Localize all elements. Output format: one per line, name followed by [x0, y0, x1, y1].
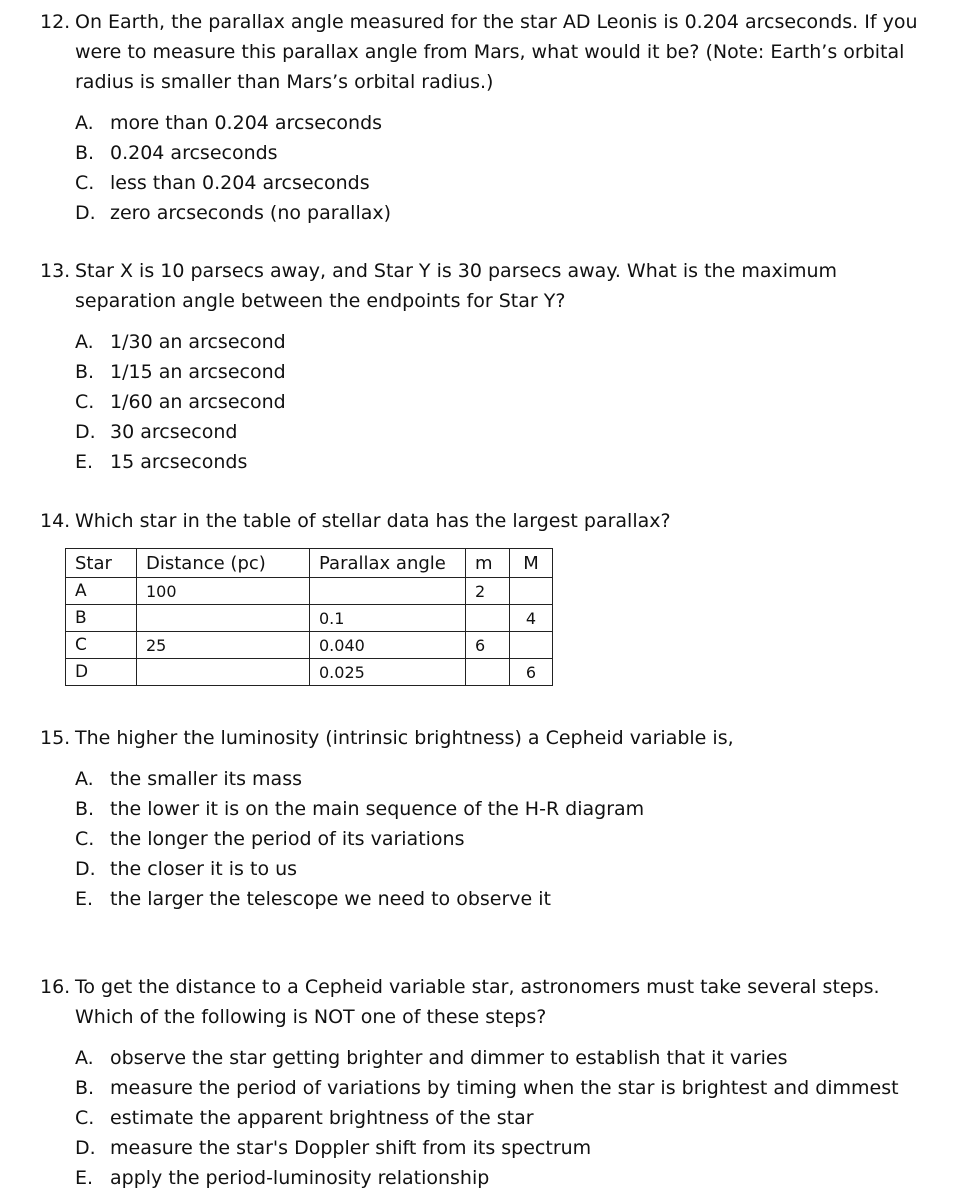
- choice-text: 1/15 an arcsecond: [110, 361, 286, 383]
- table-cell: D: [66, 659, 137, 686]
- question-12: [40, 7, 920, 228]
- choice-letter: B.: [75, 142, 95, 164]
- choice-b: [75, 357, 920, 387]
- question-number: 12.: [40, 11, 71, 33]
- column-header: Star: [66, 549, 137, 578]
- choice-a: [75, 1043, 920, 1073]
- choice-letter: D.: [75, 858, 96, 880]
- column-header: Distance (pc): [137, 549, 310, 578]
- choice-letter: D.: [75, 1137, 96, 1159]
- table-cell: 0.1: [310, 605, 466, 632]
- choice-a: [75, 327, 920, 357]
- choice-text: the larger the telescope we need to observe it: [110, 888, 551, 910]
- choice-letter: C.: [75, 172, 95, 194]
- table-cell: [310, 578, 466, 605]
- choice-text: the longer the period of its variations: [110, 828, 465, 850]
- choice-text: measure the star's Doppler shift from its spectrum: [110, 1137, 592, 1159]
- table-cell: 0.025: [310, 659, 466, 686]
- choice-e: [75, 447, 920, 477]
- choice-text: 15 arcseconds: [110, 451, 248, 473]
- choice-d: [75, 198, 920, 228]
- question-text: Star X is 10 parsecs away, and Star Y is 30 parsecs away. What is the maximum separation angle between the endpoints for Star Y?: [75, 260, 838, 312]
- choice-text: the smaller its mass: [110, 768, 302, 790]
- question-number: 13.: [40, 260, 71, 282]
- choice-text: 1/30 an arcsecond: [110, 331, 286, 353]
- choice-a: [75, 764, 920, 794]
- choice-text: measure the period of variations by timing when the star is brightest and dimmest: [110, 1077, 899, 1099]
- choice-a: [75, 108, 920, 138]
- choice-text: estimate the apparent brightness of the star: [110, 1107, 534, 1129]
- choice-letter: C.: [75, 1107, 95, 1129]
- choice-c: [75, 824, 920, 854]
- table-row: [66, 632, 553, 659]
- choice-c: [75, 387, 920, 417]
- table-cell: 6: [466, 632, 510, 659]
- table-cell: 4: [510, 605, 553, 632]
- choice-b: [75, 138, 920, 168]
- choice-letter: A.: [75, 768, 94, 790]
- table-cell: 6: [510, 659, 553, 686]
- choice-d: [75, 417, 920, 447]
- table-cell: [510, 578, 553, 605]
- table-cell: [137, 659, 310, 686]
- choice-text: the closer it is to us: [110, 858, 298, 880]
- choice-text: zero arcseconds (no parallax): [110, 202, 392, 224]
- table-cell: [137, 605, 310, 632]
- question-13: [40, 256, 920, 477]
- stellar-data-table: [65, 548, 553, 686]
- choice-text: the lower it is on the main sequence of the H-R diagram: [110, 798, 645, 820]
- table-row: [66, 605, 553, 632]
- choice-text: apply the period-luminosity relationship: [110, 1167, 490, 1189]
- choice-text: 0.204 arcseconds: [110, 142, 278, 164]
- question-text: Which star in the table of stellar data has the largest parallax?: [75, 510, 671, 532]
- choice-c: [75, 1103, 920, 1133]
- question-number: 15.: [40, 727, 71, 749]
- choice-letter: A.: [75, 1047, 94, 1069]
- column-header: m: [466, 549, 510, 578]
- choice-letter: C.: [75, 828, 95, 850]
- choice-letter: C.: [75, 391, 95, 413]
- choice-list: [75, 327, 920, 477]
- table-cell: B: [66, 605, 137, 632]
- column-header: M: [510, 549, 553, 578]
- table-cell: 2: [466, 578, 510, 605]
- choice-text: more than 0.204 arcseconds: [110, 112, 383, 134]
- question-text: On Earth, the parallax angle measured for the star AD Leonis is 0.204 arcseconds. If you were to measure this parallax angle from Mars, what would it be? (Note: Earth’s orbital radius is smaller than Mars’s orbital radius.): [75, 11, 918, 93]
- choice-e: [75, 884, 920, 914]
- choice-b: [75, 1073, 920, 1103]
- choice-text: observe the star getting brighter and dimmer to establish that it varies: [110, 1047, 788, 1069]
- question-number: 14.: [40, 510, 71, 532]
- choice-text: 1/60 an arcsecond: [110, 391, 286, 413]
- table-cell: 25: [137, 632, 310, 659]
- choice-letter: A.: [75, 331, 94, 353]
- question-number: 16.: [40, 976, 71, 998]
- choice-letter: B.: [75, 798, 95, 820]
- choice-letter: E.: [75, 451, 94, 473]
- question-16: [40, 972, 920, 1193]
- table-cell: A: [66, 578, 137, 605]
- table-row: [66, 659, 553, 686]
- choice-b: [75, 794, 920, 824]
- choice-letter: E.: [75, 888, 94, 910]
- choice-text: 30 arcsecond: [110, 421, 238, 443]
- table-cell: 100: [137, 578, 310, 605]
- choice-letter: B.: [75, 361, 95, 383]
- choice-e: [75, 1163, 920, 1193]
- choice-list: [75, 1043, 920, 1193]
- table-row: [66, 578, 553, 605]
- choice-text: less than 0.204 arcseconds: [110, 172, 370, 194]
- question-15: [40, 723, 920, 914]
- question-text: The higher the luminosity (intrinsic brightness) a Cepheid variable is,: [75, 727, 734, 749]
- choice-list: [75, 764, 920, 914]
- choice-letter: B.: [75, 1077, 95, 1099]
- table-header-row: [66, 549, 553, 578]
- table-cell: 0.040: [310, 632, 466, 659]
- choice-letter: A.: [75, 112, 94, 134]
- table-cell: C: [66, 632, 137, 659]
- choice-d: [75, 1133, 920, 1163]
- choice-letter: D.: [75, 421, 96, 443]
- table-cell: [510, 632, 553, 659]
- table-cell: [466, 605, 510, 632]
- choice-letter: E.: [75, 1167, 94, 1189]
- question-14: [40, 506, 920, 536]
- choice-letter: D.: [75, 202, 96, 224]
- column-header: Parallax angle: [310, 549, 466, 578]
- choice-list: [75, 108, 920, 228]
- choice-c: [75, 168, 920, 198]
- question-text: To get the distance to a Cepheid variable star, astronomers must take several steps. Which of the following is NOT one of these steps?: [75, 976, 880, 1028]
- table-cell: [466, 659, 510, 686]
- choice-d: [75, 854, 920, 884]
